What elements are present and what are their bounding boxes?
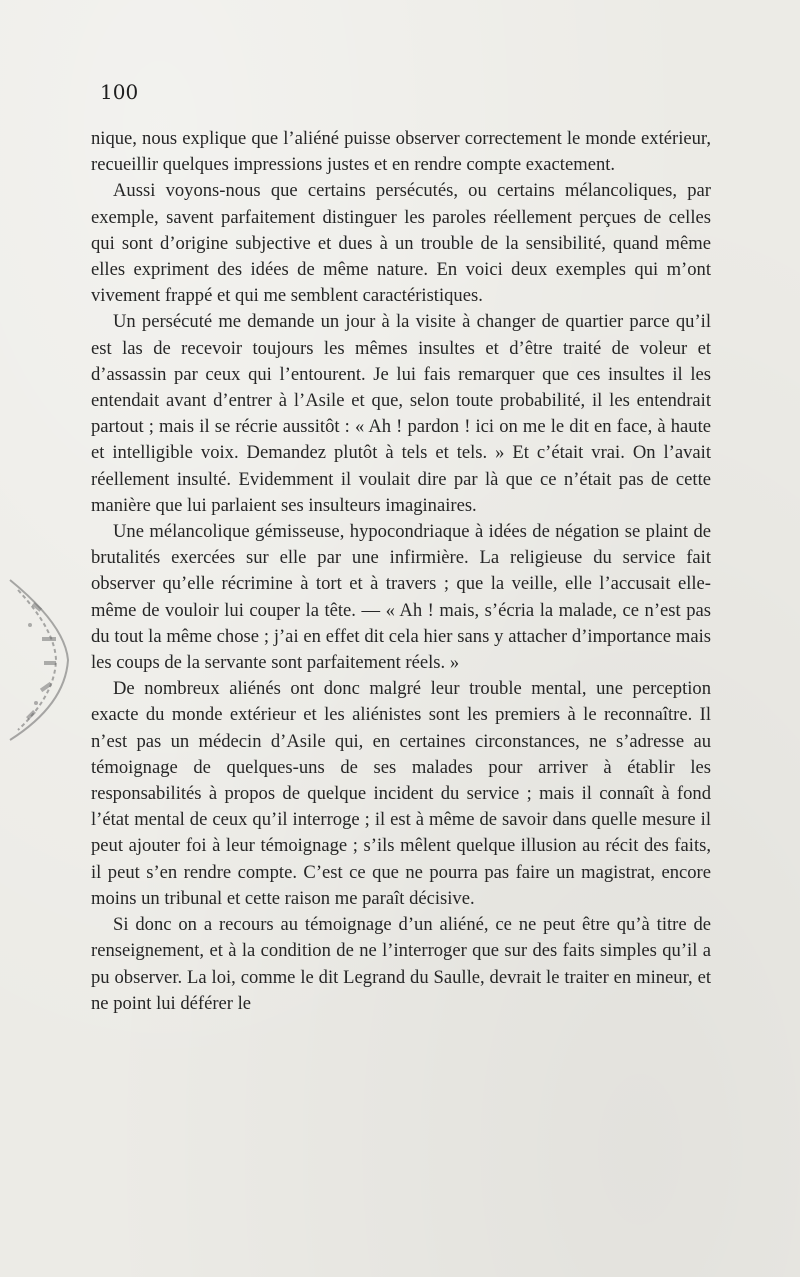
paragraph: Si donc on a recours au témoignage d’un aliéné, ce ne peut être qu’à titre de renseignement, et à la condition de ne l’interroger que sur des faits simples qu’il a pu observer. La loi, comme le dit Legrand du Saulle, devrait le traiter en mineur, et ne point lui déférer le (91, 914, 711, 1014)
library-stamp (0, 565, 80, 755)
paragraph: Une mélancolique gémisseuse, hypocondriaque à idées de négation se plaint de brutalités exercées sur elle par une infirmière. La religieuse du service fait observer qu’elle récrimine à tort et à travers ; que la veille, elle l’accusait elle-même de vouloir lui couper la tête. — « Ah ! mais, s’écria la malade, ce n’est pas du tout la même chose ; j’ai en effet dit cela hier sans y attacher d’importance mais les coups de la servante sont parfaitement réels. » (91, 521, 711, 674)
paragraph: nique, nous explique que l’aliéné puisse observer correctement le monde extérieur, recueillir quelques impressions justes et en rendre compte exactement. (91, 128, 711, 176)
paragraph: Aussi voyons-nous que certains persécutés, ou certains mélancoliques, par exemple, savent parfaitement distinguer les paroles réellement perçues de celles qui sont d’origine subjective et dues à un trouble de la sensibilité, quand même elles expriment des idées de même nature. En voici deux exemples qui m’ont vivement frappé et qui me semblent caractéristiques. (91, 180, 711, 307)
paragraph: Un persécuté me demande un jour à la visite à changer de quartier parce qu’il est las de recevoir toujours les mêmes insultes et d’être traité de voleur et d’assassin par ceux qui l’entourent. Je lui fais remarquer que ces insultes il les entendait avant d’entrer à l’Asile et que, selon toute probabilité, il les entendrait partout ; mais il se récrie aussitôt : « Ah ! pardon ! ici on me le dit en face, à haute et intelligible voix. Demandez plutôt à tels et tels. » Et c’était vrai. On l’avait réellement insulté. Evidemment il voulait dire par là que ce n’était pas de cette manière que lui parlaient ses insulteurs imaginaires. (91, 311, 711, 516)
paragraph: De nombreux aliénés ont donc malgré leur trouble mental, une perception exacte du monde extérieur et les aliénistes sont les premiers à le reconnaître. Il n’est pas un médecin d’Asile qui, en certaines circonstances, ne s’adresse au témoignage de quelques-uns de ses malades pour arriver à établir les responsabilités à propos de quelque incident du service ; mais il connaît à fond l’état mental de ceux qu’il interroge ; il est à même de savoir dans quelle mesure il peut ajouter foi à leur témoignage ; s’ils mêlent quelque illusion au récit des faits, il peut s’en rendre compte. C’est ce que ne pourra pas faire un magistrat, encore moins un tribunal et cette raison me paraît décisive. (91, 678, 711, 909)
body-text (91, 126, 711, 1017)
page-number: 100 (100, 80, 139, 104)
